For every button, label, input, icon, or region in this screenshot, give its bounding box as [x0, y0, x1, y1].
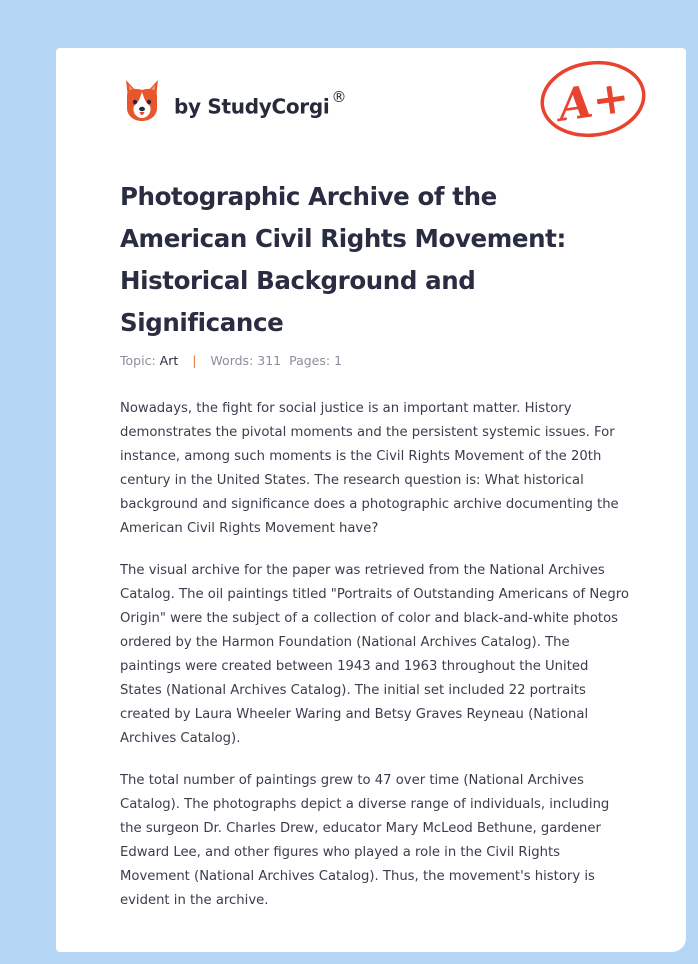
document-card [56, 48, 686, 952]
paragraph: The total number of paintings grew to 47 over time (National Archives Catalog). The photographs depict a diverse range of individuals, including the surgeon Dr. Charles Drew, educator Mary McLeod Bethune, gardener Edward Lee, and other figures who played a role in the Civil Rights Movement (National Archives Catalog). Thus, the movement's history is evident in the archive. [120, 773, 610, 908]
topic-label: Topic: [120, 353, 156, 368]
a-plus-grade-icon [538, 58, 648, 140]
pages-label: Pages: [289, 353, 331, 368]
words-label: Words: [210, 353, 254, 368]
topic-link[interactable]: Art [159, 353, 179, 368]
meta-separator: | [192, 353, 197, 368]
paragraph: The visual archive for the paper was retrieved from the National Archives Catalog. The oil paintings titled "Portraits of Outstanding Americans of Negro Origin" were the subject of a collection of color and black-and-white photos ordered by the Harmon Foundation (National Archives Catalog). The paintings were created between 1943 and 1963 throughout the United States (National Archives Catalog). The initial set included 22 portraits created by Laura Wheeler Waring and Betsy Graves Reyneau (National Archives Catalog). [120, 563, 629, 746]
brand-name [174, 87, 347, 119]
paragraph: Nowadays, the fight for social justice is an important matter. History demonstrates the pivotal moments and the persistent systemic issues. For instance, among such moments is the Civil Rights Movement of the 20th century in the United States. The research question is: What historical background and significance does a photographic archive documenting the American Civil Rights Movement have? [120, 401, 619, 536]
page-title: Photographic Archive of the American Civil Rights Movement: Historical Background and Significance [120, 182, 566, 337]
document-meta [120, 353, 342, 368]
studycorgi-logo[interactable] [122, 76, 346, 124]
brand-text: by StudyCorgi [174, 94, 330, 119]
grade-text: A+ [555, 71, 633, 132]
registered-mark: ® [331, 87, 347, 106]
pages-count: 1 [334, 353, 343, 368]
essay-body [120, 397, 630, 931]
words-count: 311 [257, 353, 282, 368]
corgi-logo-icon [122, 78, 162, 122]
